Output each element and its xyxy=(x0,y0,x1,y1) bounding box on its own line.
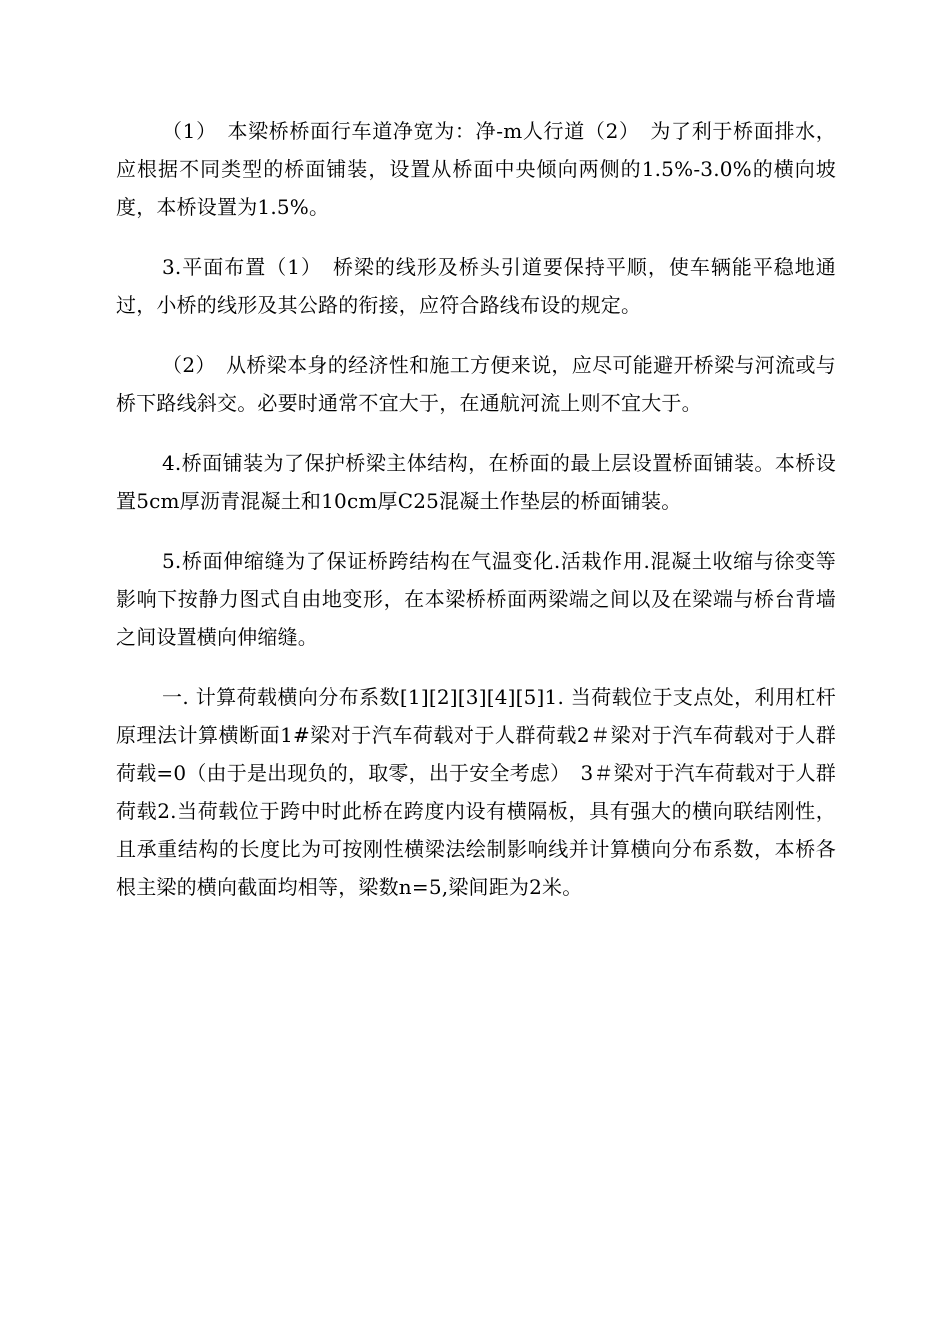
paragraph-expansion-joint: 5.桥面伸缩缝为了保证桥跨结构在气温变化.活栽作用.混凝土收缩与徐变等影响下按静力图式自由地变形，在本梁桥桥面两梁端之间以及在梁端与桥台背墙之间设置横向伸缩缝。 xyxy=(116,549,836,649)
document-page xyxy=(116,112,836,928)
paragraph-deck-pavement: 4.桥面铺装为了保护桥梁主体结构，在桥面的最上层设置桥面铺装。本桥设置5cm厚沥青混凝土和10cm厚C25混凝土作垫层的桥面铺装。 xyxy=(116,451,836,513)
paragraph-skew-crossing: （2） 从桥梁本身的经济性和施工方便来说，应尽可能避开桥梁与河流或与桥下路线斜交。必要时通常不宜大于，在通航河流上则不宜大于。 xyxy=(116,353,836,415)
paragraph-plan-layout: 3.平面布置（1） 桥梁的线形及桥头引道要保持平顺，使车辆能平稳地通过，小桥的线形及其公路的衔接，应符合路线布设的规定。 xyxy=(116,255,836,317)
paragraph-bridge-deck-width: （1） 本梁桥桥面行车道净宽为：净-m人行道（2） 为了利于桥面排水，应根据不同类型的桥面铺装，设置从桥面中央倾向两侧的1.5%-3.0%的横向坡度，本桥设置为1.5%。 xyxy=(116,119,836,219)
paragraph-load-distribution: 一. 计算荷载横向分布系数[1][2][3][4][5]1. 当荷载位于支点处，利用杠杆原理法计算横断面1#梁对于汽车荷载对于人群荷载2＃梁对于汽车荷载对于人群荷载=0（由于是出现负的，取零，出于安全考虑） 3＃梁对于汽车荷载对于人群荷载2.当荷载位于跨中时此桥在跨度内设有横隔板，具有强大的横向联结刚性，且承重结构的长度比为可按刚性横梁法绘制影响线并计算横向分布系数，本桥各根主梁的横向截面均相等，梁数n=5,梁间距为2米。 xyxy=(116,685,836,899)
